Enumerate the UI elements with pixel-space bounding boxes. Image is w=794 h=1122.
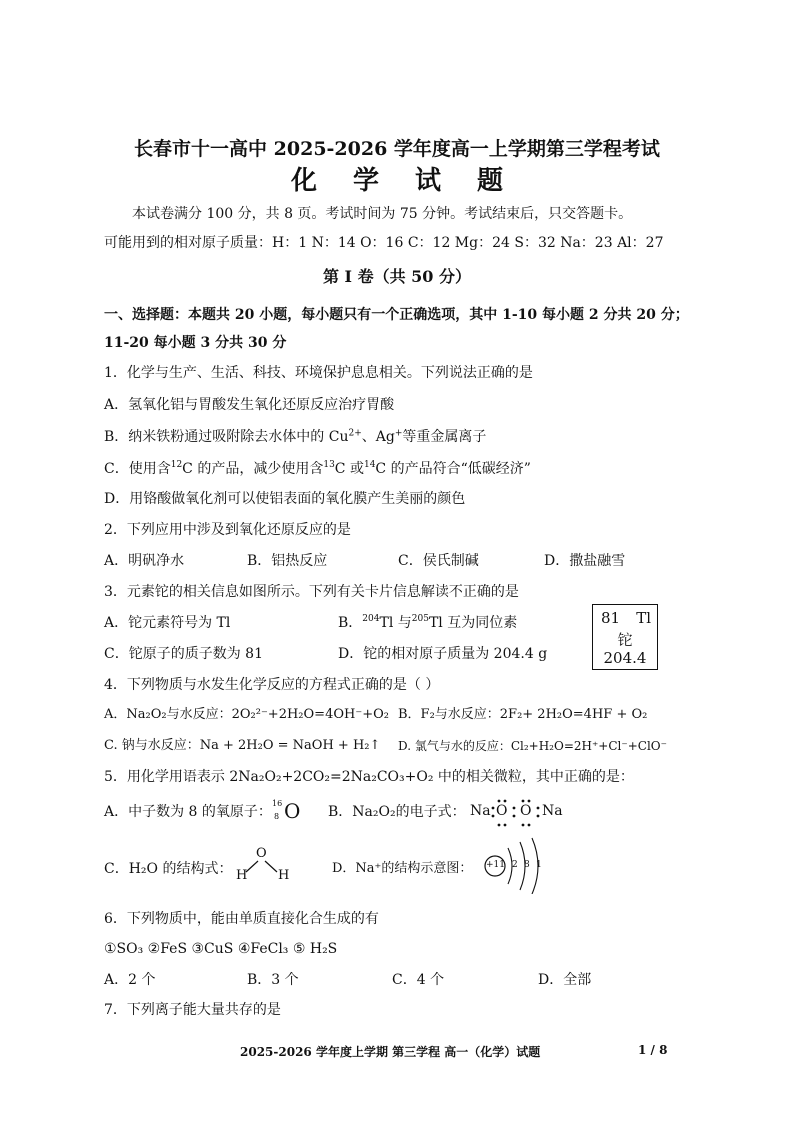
- question-3-option-a: A．铊元素符号为 Tl: [104, 615, 231, 631]
- question-2-option-d: D．撒盐融雪: [544, 553, 626, 569]
- element-card-mass: 204.4: [603, 649, 647, 667]
- question-5-option-c: C．H₂O 的结构式：: [104, 861, 233, 877]
- question-1-option-d: D．用铬酸做氧化剂可以使铝表面的氧化膜产生美丽的颜色: [104, 491, 466, 507]
- question-1-stem: 1．化学与生产、生活、科技、环境保护息息相关。下列说法正确的是: [104, 365, 533, 381]
- water-structural-formula: O H H: [236, 846, 290, 883]
- section-instruction-cont: 11-20 每小题 3 分共 30 分: [104, 335, 287, 351]
- page-number: 1 / 8: [638, 1043, 668, 1057]
- question-3-option-b: B．$^{204}$Tl 与$^{205}$Tl 互为同位素: [338, 614, 518, 631]
- question-6-option-a: A．2 个: [104, 972, 156, 988]
- question-4-stem: 4．下列物质与水发生化学反应的方程式正确的是（ ）: [104, 677, 440, 693]
- question-6-option-b: B．3 个: [247, 972, 299, 988]
- question-7-stem: 7．下列离子能大量共存的是: [104, 1002, 281, 1018]
- question-3-stem: 3．元素铊的相关信息如图所示。下列有关卡片信息解读不正确的是: [104, 584, 519, 600]
- question-3-option-d: D．铊的相对原子质量为 204.4 g: [338, 646, 548, 662]
- question-1-option-a: A．氢氧化铝与胃酸发生氧化还原反应治疗胃酸: [104, 397, 395, 413]
- question-6-stem: 6．下列物质中，能由单质直接化合生成的有: [104, 911, 379, 927]
- question-4-option-c: C. 钠与水反应：Na + 2H₂O = NaOH + H₂↑: [104, 738, 381, 753]
- question-5-stem: 5．用化学用语表示 2Na₂O₂+2CO₂=2Na₂CO₃+O₂ 中的相关微粒，其中正确的是：: [104, 769, 634, 785]
- na2o2-electron-formula: Na O O Na: [470, 796, 566, 828]
- exam-title: 长春市十一高中 2025-2026 学年度高一上学期第三学程考试: [134, 138, 660, 160]
- question-2-option-c: C．侯氏制碱: [398, 553, 479, 569]
- element-card-symbol: Tl: [636, 609, 651, 627]
- element-card: [592, 604, 658, 670]
- question-6-option-d: D．全部: [538, 972, 592, 988]
- sodium-ion-structure-diagram: +11 2 8 1: [482, 834, 552, 894]
- element-card-number: 81: [601, 609, 621, 627]
- exam-intro: 本试卷满分 100 分，共 8 页。考试时间为 75 分钟。考试结束后，只交答题卡。: [132, 206, 633, 222]
- question-5-option-a: A．中子数为 8 的氧原子：: [104, 804, 272, 820]
- page-footer: 2025-2026 学年度上学期 第三学程 高一（化学）试题: [240, 1045, 541, 1059]
- section-title: 第 I 卷（共 50 分）: [322, 267, 472, 286]
- question-5-option-d: D．Na⁺的结构示意图：: [332, 861, 473, 876]
- question-2-option-b: B．铝热反应: [247, 553, 328, 569]
- atomic-masses: 可能用到的相对原子质量：H：1 N：14 O：16 C：12 Mg：24 S：32 Na：23 Al：27: [104, 235, 664, 251]
- subject-title: 化学试题: [290, 166, 539, 196]
- question-1-option-b: B．纳米铁粉通过吸附除去水体中的 $Cu^{2+}$、Ag+等重金属离子: [104, 428, 487, 445]
- electron-dots: [470, 796, 566, 828]
- element-card-name: 铊: [617, 631, 633, 649]
- question-1-option-c: C．使用含$^{12}$C 的产品，减少使用含$^{13}$C 或$^{14}$C 的产品符合“低碳经济”: [104, 460, 531, 477]
- question-5-option-b: B．Na₂O₂的电子式：: [328, 804, 466, 820]
- question-4-option-b: B．F₂与水反应：2F₂+ 2H₂O=4HF + O₂: [398, 707, 648, 722]
- question-4-option-d: D. 氯气与水的反应：Cl₂+H₂O=2H⁺+Cl⁻+ClO⁻: [398, 739, 667, 753]
- question-6-option-c: C．4 个: [392, 972, 445, 988]
- question-2-stem: 2．下列应用中涉及到氧化还原反应的是: [104, 522, 351, 538]
- question-6-items: ①SO₃ ②FeS ③CuS ④FeCl₃ ⑤ H₂S: [104, 941, 338, 957]
- question-2-option-a: A．明矾净水: [104, 553, 185, 569]
- section-instruction: 一、选择题：本题共 20 小题，每小题只有一个正确选项，其中 1-10 每小题 2 分共 20 分；: [104, 307, 689, 323]
- question-3-option-c: C．铊原子的质子数为 81: [104, 646, 263, 662]
- question-4-option-a: A．Na₂O₂与水反应：2O₂²⁻+2H₂O=4OH⁻+O₂: [104, 707, 389, 722]
- oxygen-nuclide-symbol: 16 8 O: [272, 799, 301, 823]
